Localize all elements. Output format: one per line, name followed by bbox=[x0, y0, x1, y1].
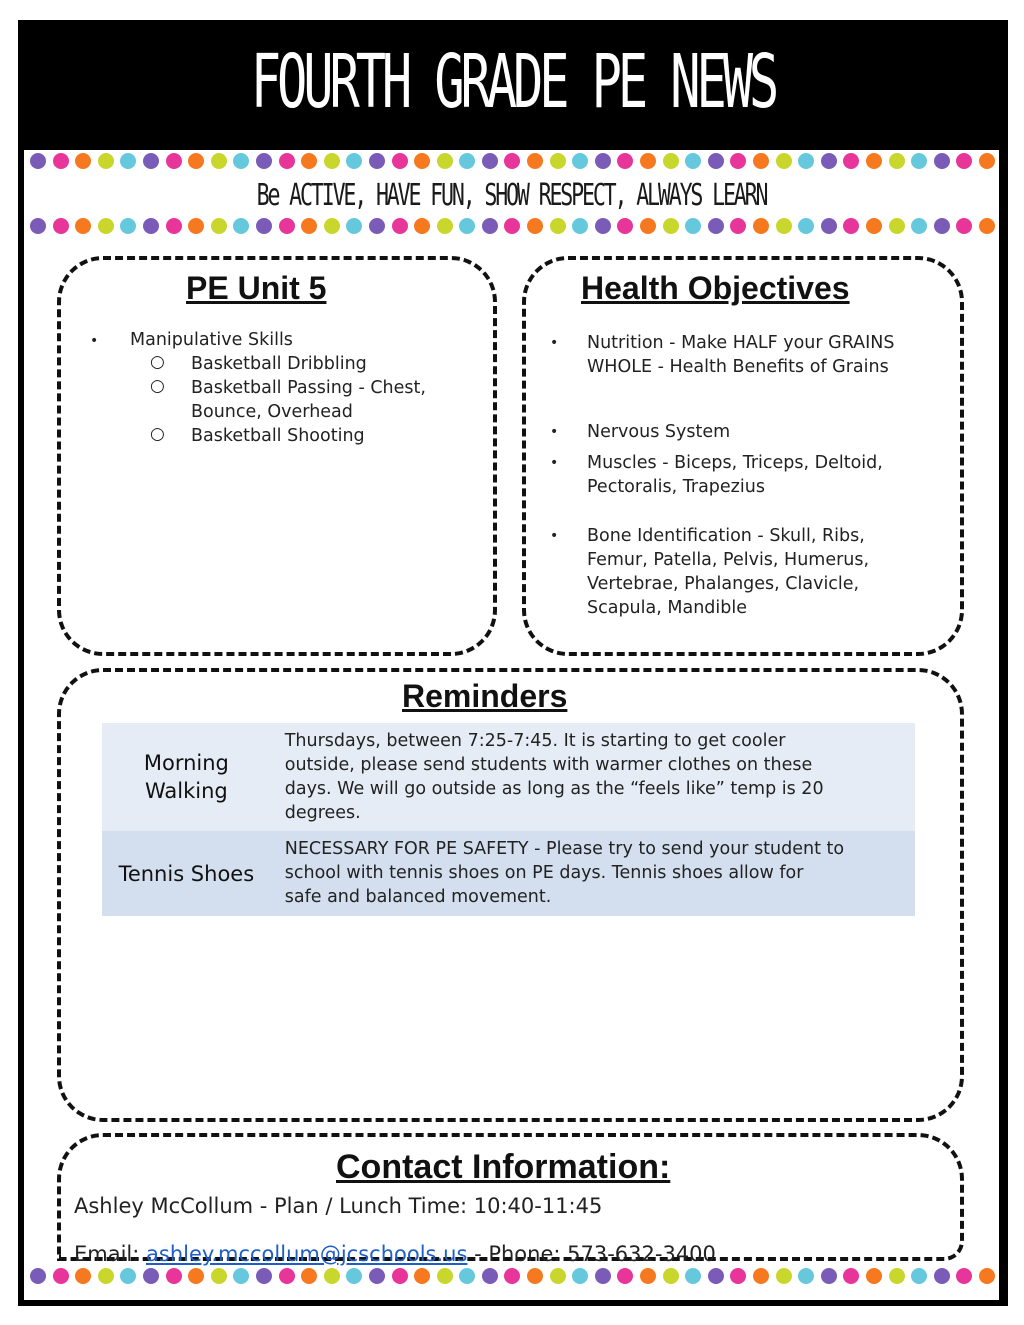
decorative-dot bbox=[730, 153, 746, 169]
decorative-dot bbox=[301, 153, 317, 169]
pe-subitem-3: Basketball Shooting bbox=[191, 426, 365, 446]
decorative-dot bbox=[866, 218, 882, 234]
decorative-dot bbox=[527, 218, 543, 234]
decorative-dot bbox=[211, 153, 227, 169]
decorative-dot bbox=[843, 153, 859, 169]
contact-title: Contact Information: bbox=[336, 1148, 671, 1186]
bullet-icon: • bbox=[550, 455, 559, 471]
decorative-dot bbox=[30, 1268, 46, 1284]
decorative-dot bbox=[211, 218, 227, 234]
decorative-dot bbox=[188, 153, 204, 169]
decorative-dot bbox=[798, 153, 814, 169]
reminder-label bbox=[102, 723, 271, 831]
reminder-label-line: Tennis Shoes bbox=[118, 861, 255, 886]
decorative-dot bbox=[617, 1268, 633, 1284]
reminder-text-line: Thursdays, between 7:25-7:45. It is starting to get cooler bbox=[284, 731, 786, 751]
health-objectives-title: Health Objectives bbox=[581, 270, 850, 306]
decorative-dot bbox=[979, 218, 995, 234]
decorative-dot bbox=[550, 153, 566, 169]
pe-subitem-2: Basketball Passing - Chest, bbox=[191, 378, 426, 398]
decorative-dot bbox=[730, 1268, 746, 1284]
decorative-dot bbox=[572, 153, 588, 169]
email-link[interactable]: ashley.mccollum@jcschools.us bbox=[146, 1242, 468, 1266]
decorative-dot bbox=[256, 218, 272, 234]
decorative-dot bbox=[798, 218, 814, 234]
decorative-dot bbox=[75, 218, 91, 234]
decorative-dot bbox=[934, 1268, 950, 1284]
decorative-dot bbox=[776, 1268, 792, 1284]
reminder-text-line: days. We will go outside as long as the “feels like” temp is 20 bbox=[284, 779, 824, 799]
health-bones-cont-3: Scapula, Mandible bbox=[587, 598, 747, 618]
decorative-dot bbox=[911, 153, 927, 169]
reminder-text-line: outside, please send students with warmer clothes on these bbox=[284, 755, 813, 775]
reminder-text bbox=[271, 723, 915, 831]
decorative-dot bbox=[188, 1268, 204, 1284]
decorative-dot bbox=[889, 1268, 905, 1284]
decorative-dot bbox=[459, 1268, 475, 1284]
decorative-dot bbox=[753, 1268, 769, 1284]
decorative-dot bbox=[459, 153, 475, 169]
contact-email-phone bbox=[74, 1242, 716, 1266]
decorative-dot bbox=[369, 153, 385, 169]
decorative-dot bbox=[550, 1268, 566, 1284]
decorative-dot bbox=[120, 1268, 136, 1284]
decorative-dot bbox=[595, 153, 611, 169]
decorative-dot bbox=[482, 218, 498, 234]
decorative-dot bbox=[685, 218, 701, 234]
decorative-dot bbox=[233, 153, 249, 169]
decorative-dot bbox=[324, 1268, 340, 1284]
decorative-dot bbox=[53, 218, 69, 234]
decorative-dot bbox=[437, 153, 453, 169]
decorative-dot bbox=[821, 218, 837, 234]
reminder-text bbox=[271, 831, 915, 916]
decorative-dot bbox=[934, 153, 950, 169]
decorative-dot bbox=[979, 153, 995, 169]
decorative-dot bbox=[166, 1268, 182, 1284]
decorative-dot bbox=[98, 153, 114, 169]
decorative-dot bbox=[843, 1268, 859, 1284]
decorative-dot bbox=[708, 153, 724, 169]
decorative-dot bbox=[617, 218, 633, 234]
decorative-dot bbox=[53, 1268, 69, 1284]
decorative-dot bbox=[324, 218, 340, 234]
phone-text: - Phone: 573-632-3400 bbox=[467, 1242, 716, 1266]
decorative-dot bbox=[504, 1268, 520, 1284]
email-label: Email: bbox=[74, 1242, 147, 1266]
decorative-dot bbox=[256, 153, 272, 169]
decorative-dot bbox=[166, 218, 182, 234]
decorative-dot bbox=[437, 218, 453, 234]
dot-border-middle bbox=[30, 218, 995, 236]
decorative-dot bbox=[550, 218, 566, 234]
decorative-dot bbox=[708, 1268, 724, 1284]
health-bones: Bone Identification - Skull, Ribs, bbox=[587, 526, 865, 546]
decorative-dot bbox=[956, 1268, 972, 1284]
decorative-dot bbox=[482, 153, 498, 169]
decorative-dot bbox=[843, 218, 859, 234]
decorative-dot bbox=[617, 153, 633, 169]
health-muscles: Muscles - Biceps, Triceps, Deltoid, bbox=[587, 453, 883, 473]
decorative-dot bbox=[504, 153, 520, 169]
decorative-dot bbox=[572, 1268, 588, 1284]
decorative-dot bbox=[75, 153, 91, 169]
decorative-dot bbox=[414, 1268, 430, 1284]
reminder-text-line: school with tennis shoes on PE days. Tennis shoes allow for bbox=[284, 863, 804, 883]
decorative-dot bbox=[753, 153, 769, 169]
pe-unit-title: PE Unit 5 bbox=[186, 270, 327, 306]
decorative-dot bbox=[346, 218, 362, 234]
decorative-dot bbox=[233, 218, 249, 234]
health-nervous: Nervous System bbox=[587, 422, 731, 442]
decorative-dot bbox=[527, 1268, 543, 1284]
decorative-dot bbox=[685, 1268, 701, 1284]
newsletter-title: FOURTH GRADE PE NEWS bbox=[250, 39, 776, 125]
decorative-dot bbox=[708, 218, 724, 234]
decorative-dot bbox=[188, 218, 204, 234]
pe-unit-box bbox=[57, 256, 497, 656]
decorative-dot bbox=[640, 153, 656, 169]
bullet-icon: • bbox=[550, 335, 559, 351]
reminder-label-line: Morning bbox=[143, 751, 229, 775]
reminder-text-line: degrees. bbox=[284, 803, 361, 823]
decorative-dot bbox=[956, 153, 972, 169]
health-nutrition: Nutrition - Make HALF your GRAINS bbox=[587, 333, 895, 353]
health-muscles-cont: Pectoralis, Trapezius bbox=[587, 477, 765, 497]
decorative-dot bbox=[979, 1268, 995, 1284]
pe-unit-item: Manipulative Skills bbox=[130, 330, 293, 350]
decorative-dot bbox=[956, 218, 972, 234]
decorative-dot bbox=[143, 218, 159, 234]
decorative-dot bbox=[911, 218, 927, 234]
decorative-dot bbox=[53, 153, 69, 169]
decorative-dot bbox=[143, 1268, 159, 1284]
decorative-dot bbox=[30, 153, 46, 169]
decorative-dot bbox=[301, 218, 317, 234]
decorative-dot bbox=[459, 218, 475, 234]
decorative-dot bbox=[324, 153, 340, 169]
decorative-dot bbox=[663, 1268, 679, 1284]
table-row bbox=[102, 723, 915, 831]
circle-bullet-icon: ○ bbox=[150, 424, 165, 444]
decorative-dot bbox=[120, 218, 136, 234]
decorative-dot bbox=[595, 1268, 611, 1284]
decorative-dot bbox=[798, 1268, 814, 1284]
decorative-dot bbox=[233, 1268, 249, 1284]
decorative-dot bbox=[98, 1268, 114, 1284]
reminders-table bbox=[102, 723, 915, 916]
decorative-dot bbox=[730, 218, 746, 234]
decorative-dot bbox=[640, 218, 656, 234]
decorative-dot bbox=[482, 1268, 498, 1284]
pe-subitem-2-cont: Bounce, Overhead bbox=[191, 402, 353, 422]
decorative-dot bbox=[663, 153, 679, 169]
bullet-icon: • bbox=[90, 333, 99, 349]
decorative-dot bbox=[821, 153, 837, 169]
health-nutrition-cont: WHOLE - Health Benefits of Grains bbox=[587, 357, 889, 377]
reminder-text-line: safe and balanced movement. bbox=[284, 887, 552, 907]
decorative-dot bbox=[640, 1268, 656, 1284]
decorative-dot bbox=[866, 1268, 882, 1284]
decorative-dot bbox=[572, 218, 588, 234]
decorative-dot bbox=[595, 218, 611, 234]
dot-border-bottom bbox=[30, 1268, 995, 1286]
tagline: Be ACTIVE, HAVE FUN, SHOW RESPECT, ALWAYS LEARN bbox=[256, 178, 767, 213]
circle-bullet-icon: ○ bbox=[150, 376, 165, 396]
decorative-dot bbox=[392, 153, 408, 169]
decorative-dot bbox=[392, 218, 408, 234]
decorative-dot bbox=[369, 218, 385, 234]
decorative-dot bbox=[279, 1268, 295, 1284]
decorative-dot bbox=[211, 1268, 227, 1284]
decorative-dot bbox=[392, 1268, 408, 1284]
decorative-dot bbox=[753, 218, 769, 234]
pe-subitem-1: Basketball Dribbling bbox=[191, 354, 367, 374]
reminders-title: Reminders bbox=[402, 678, 568, 714]
decorative-dot bbox=[821, 1268, 837, 1284]
decorative-dot bbox=[776, 218, 792, 234]
decorative-dot bbox=[911, 1268, 927, 1284]
decorative-dot bbox=[414, 218, 430, 234]
decorative-dot bbox=[98, 218, 114, 234]
decorative-dot bbox=[30, 218, 46, 234]
decorative-dot bbox=[301, 1268, 317, 1284]
decorative-dot bbox=[437, 1268, 453, 1284]
decorative-dot bbox=[685, 153, 701, 169]
decorative-dot bbox=[504, 218, 520, 234]
bullet-icon: • bbox=[550, 528, 559, 544]
decorative-dot bbox=[143, 153, 159, 169]
circle-bullet-icon: ○ bbox=[150, 352, 165, 372]
decorative-dot bbox=[663, 218, 679, 234]
decorative-dot bbox=[866, 153, 882, 169]
health-bones-cont-1: Femur, Patella, Pelvis, Humerus, bbox=[587, 550, 870, 570]
decorative-dot bbox=[166, 153, 182, 169]
health-bones-cont-2: Vertebrae, Phalanges, Clavicle, bbox=[587, 574, 860, 594]
decorative-dot bbox=[369, 1268, 385, 1284]
decorative-dot bbox=[776, 153, 792, 169]
decorative-dot bbox=[75, 1268, 91, 1284]
decorative-dot bbox=[346, 153, 362, 169]
decorative-dot bbox=[256, 1268, 272, 1284]
reminder-text-line: NECESSARY FOR PE SAFETY - Please try to send your student to bbox=[284, 839, 845, 859]
decorative-dot bbox=[279, 218, 295, 234]
decorative-dot bbox=[527, 153, 543, 169]
decorative-dot bbox=[889, 218, 905, 234]
dot-border-top bbox=[30, 153, 995, 171]
decorative-dot bbox=[414, 153, 430, 169]
reminder-label bbox=[102, 831, 271, 916]
reminder-label-line: Walking bbox=[144, 779, 228, 803]
decorative-dot bbox=[889, 153, 905, 169]
decorative-dot bbox=[120, 153, 136, 169]
decorative-dot bbox=[346, 1268, 362, 1284]
table-row bbox=[102, 831, 915, 916]
contact-plan-time: Ashley McCollum - Plan / Lunch Time: 10:40-11:45 bbox=[74, 1194, 603, 1218]
bullet-icon: • bbox=[550, 424, 559, 440]
decorative-dot bbox=[934, 218, 950, 234]
decorative-dot bbox=[279, 153, 295, 169]
